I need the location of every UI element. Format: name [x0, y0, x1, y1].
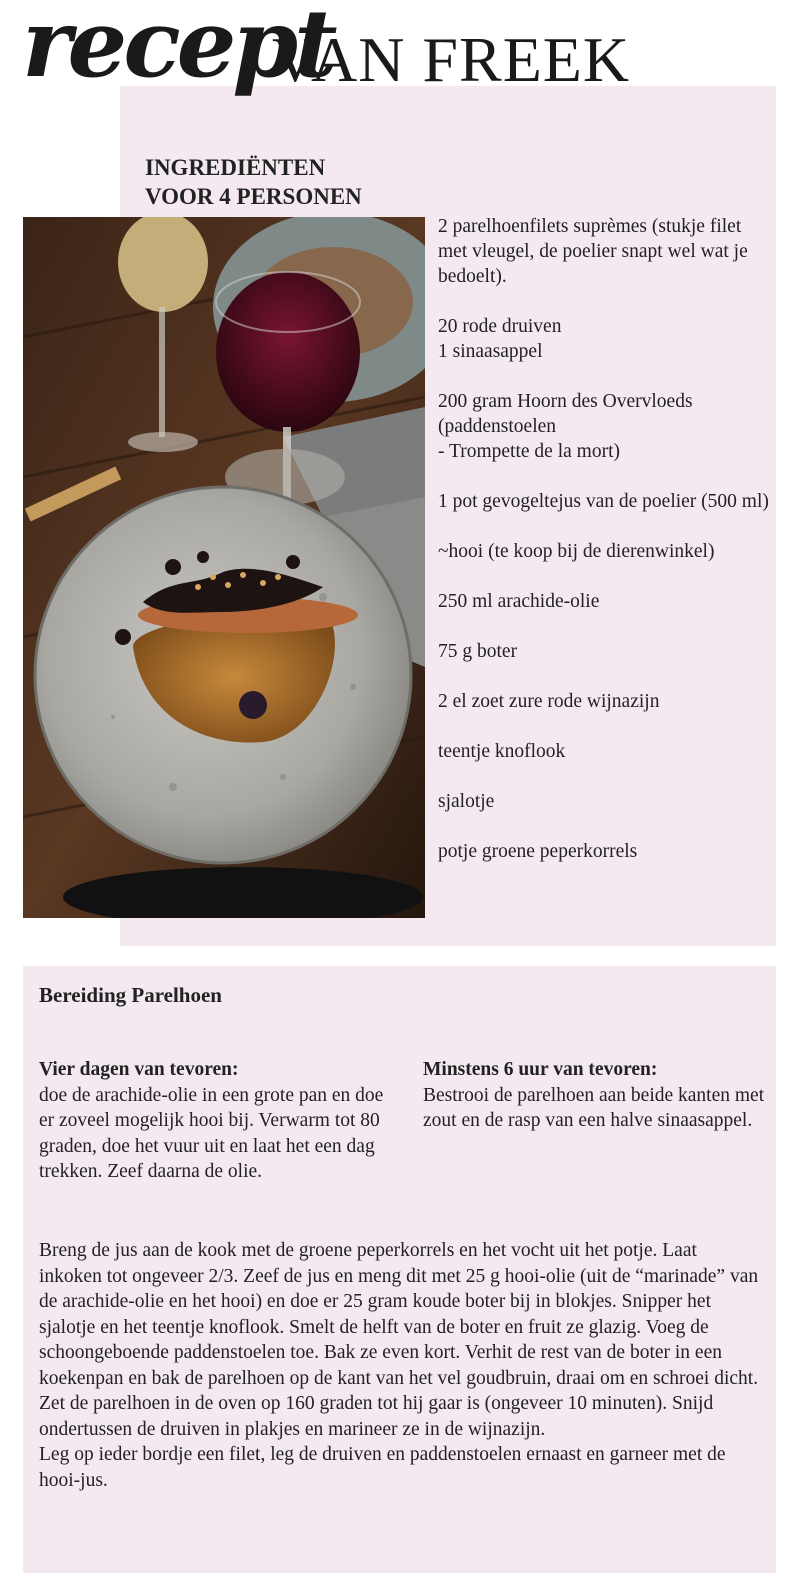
- step-four-days-text: doe de arachide-olie in een grote pan en doe er zoveel mogelijk hooi bij. Verwarm tot 80 graden, doe het vuur uit en laat het een dag trekken. Zeef daarna de olie.: [39, 1084, 384, 1182]
- list-item: 75 g boter: [438, 641, 518, 662]
- list-item: potje groene peperkorrels: [438, 841, 638, 862]
- logo-script: recept: [22, 0, 334, 99]
- ingredients-heading-line2: VOOR 4 PERSONEN: [145, 184, 362, 209]
- list-item: ~hooi (te koop bij de dierenwinkel): [438, 541, 715, 562]
- step-six-hours-text: Bestrooi de parelhoen aan beide kanten met zout en de rasp van een halve sinaasappel.: [423, 1084, 765, 1131]
- method-paragraph: Leg op ieder bordje een filet, leg de druiven en paddenstoelen ernaast en garneer met de hooi-jus.: [39, 1444, 726, 1491]
- step-six-hours: [423, 1057, 768, 1134]
- ingredients-heading-line1: INGREDIËNTEN: [145, 155, 326, 180]
- ingredients-list: [438, 214, 770, 889]
- logo-title: VAN FREEK: [272, 24, 631, 95]
- list-item: sjalotje: [438, 791, 495, 812]
- step-four-days-title: Vier dagen van tevoren:: [39, 1059, 239, 1080]
- ingredients-heading: [145, 153, 362, 211]
- step-six-hours-title: Minstens 6 uur van tevoren:: [423, 1059, 658, 1080]
- list-item: 2 el zoet zure rode wijnazijn: [438, 691, 660, 712]
- dish-photo: [23, 217, 425, 918]
- list-item: 1 pot gevogeltejus van de poelier (500 ml): [438, 491, 769, 512]
- list-item: 250 ml arachide-olie: [438, 591, 600, 612]
- list-item: 20 rode druiven 1 sinaasappel: [438, 316, 562, 362]
- list-item: 200 gram Hoorn des Overvloeds (paddenstoelen - Trompette de la mort): [438, 391, 693, 462]
- preparation-title: Bereiding Parelhoen: [39, 983, 222, 1007]
- method-paragraph: Breng de jus aan de kook met de groene peperkorrels en het vocht uit het potje. Laat inkoken tot ongeveer 2/3. Zeef de jus en meng dit met 25 g hooi-olie (uit de “marinade” van de arachide-olie en het hooi) en doe er 25 gram koude boter bij in blokjes. Snipper het sjalotje en het teentje knoflook. Smelt de helft van de boter en fruit ze glazig. Voeg de schoongeboende paddenstoelen toe. Bak ze even kort. Verhit de rest van de boter in een koekenpan en bak de parelhoen op de kant van het vel goudbruin, draai om en schroei dicht. Zet de parelhoen in de oven op 160 graden tot hij gaar is (ongeveer 10 minuten). Snijd ondertussen de druiven in plakjes en marineer ze in de wijnazijn.: [39, 1240, 759, 1440]
- list-item: 2 parelhoenfilets suprèmes (stukje filet met vleugel, de poelier snapt wel wat je bedoelt).: [438, 216, 748, 287]
- step-four-days: [39, 1057, 399, 1185]
- method-text: [39, 1238, 764, 1493]
- dish-photo-illustration: [23, 217, 425, 918]
- list-item: teentje knoflook: [438, 741, 566, 762]
